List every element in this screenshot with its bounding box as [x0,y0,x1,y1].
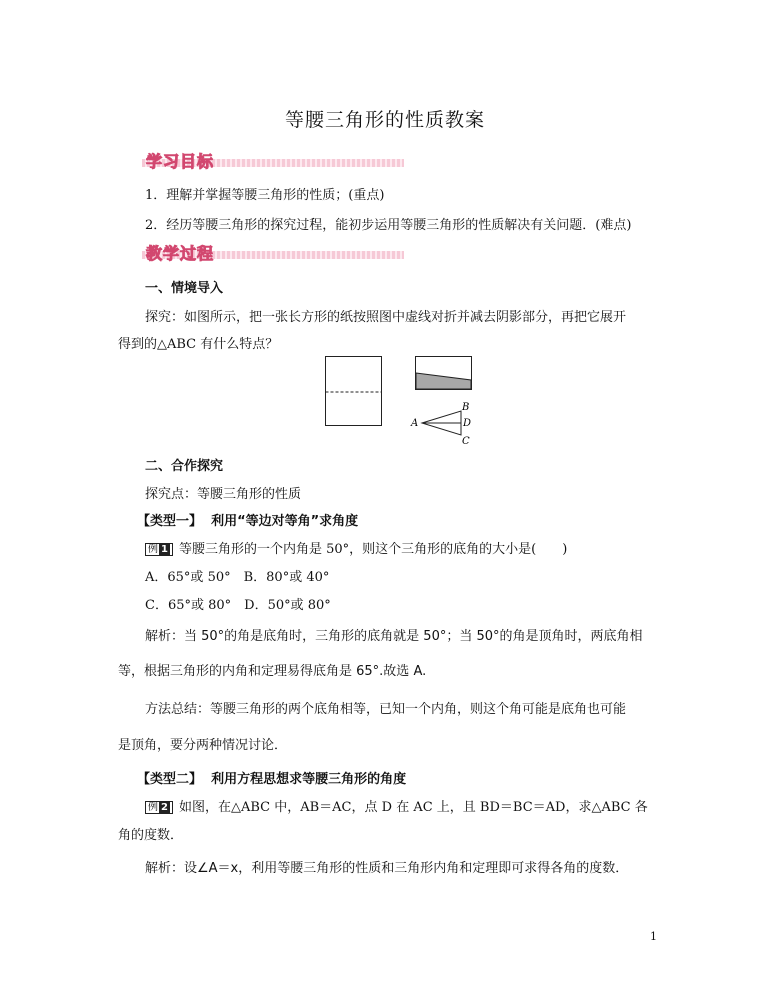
intro-heading: 一、情境导入 [145,281,224,296]
example1-analysis-line2: 等，根据三角形的内角和定理易得底角是 65°.故选 A. [118,664,427,679]
example1-question [145,538,567,557]
section-banner-process [118,243,404,265]
example-tag: 例 2 [145,801,173,814]
type1-heading [137,510,358,529]
example1-analysis-line1: 解析：当 50°的角是底角时，三角形的底角就是 50°；当 50°的角是顶角时，两底角相 [145,629,643,644]
paper-rectangle [326,357,382,426]
type2-bracket: 【类型二】 [137,772,203,787]
example1-summary-line1: 方法总结：等腰三角形的两个底角相等，已知一个内角，则这个角可能是底角也可能 [145,702,627,717]
goal-item-1: 1．理解并掌握等腰三角形的性质；(重点) [145,188,385,203]
example2-text: 如图，在△ABC 中，AB＝AC，点 D 在 AC 上，且 BD＝BC＝AD，求△ABC 各 [178,800,648,815]
goal-item-2: 2．经历等腰三角形的探究过程，能初步运用等腰三角形的性质解决有关问题．(难点) [145,218,632,233]
intro-text-line2: 得到的△ABC 有什么特点？ [118,337,279,352]
label-a: A [411,418,419,429]
example1-summary-line2: 是顶角，要分两种情况讨论． [118,738,288,753]
banner-label: 教学过程 [146,244,215,263]
page-title: 等腰三角形的性质教案 [284,109,485,131]
page-number: 1 [650,930,657,943]
folding-figure [325,356,495,446]
label-d: D [463,418,472,429]
label-c: C [462,436,470,446]
section-banner-goals [118,151,404,173]
type1-heading-text: 利用“等边对等角”求角度 [211,514,359,529]
type1-bracket: 【类型一】 [137,514,203,529]
example1-options-line1: A．65°或 50° B．80°或 40° [145,570,330,585]
example2-question-line1 [145,796,648,815]
type2-heading [137,768,406,787]
example1-options-line2: C．65°或 80° D．50°或 80° [145,598,331,613]
banner-label: 学习目标 [146,152,215,171]
example1-text: 等腰三角形的一个内角是 50°，则这个三角形的底角的大小是( ) [178,542,568,557]
intro-text-line1: 探究：如图所示，把一张长方形的纸按照图中虚线对折并减去阴影部分，再把它展开 [145,310,627,325]
label-b: B [462,402,470,413]
type2-heading-text: 利用方程思想求等腰三角形的角度 [211,772,407,787]
explore-heading: 二、合作探究 [145,459,224,474]
shaded-region [416,373,471,389]
explore-point: 探究点：等腰三角形的性质 [145,487,302,502]
example2-analysis: 解析：设∠A＝x，利用等腰三角形的性质和三角形内角和定理即可求得各角的度数． [145,861,629,876]
example-tag: 例 1 [145,543,173,556]
example2-question-line2: 角的度数． [118,828,184,843]
